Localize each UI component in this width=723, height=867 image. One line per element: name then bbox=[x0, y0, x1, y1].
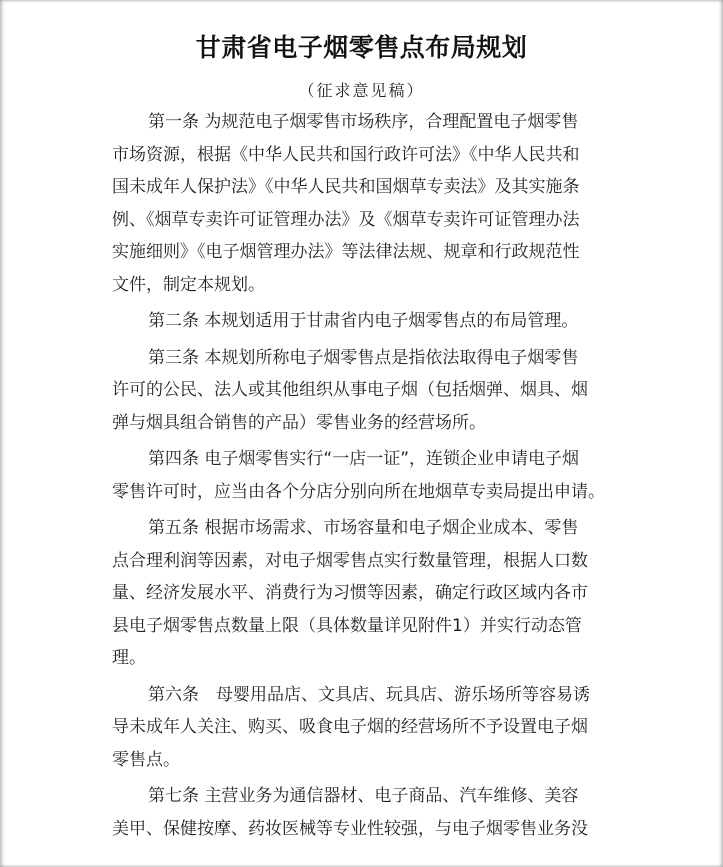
article-line: 许可的公民、法人或其他组织从事电子烟（包括烟弹、烟具、烟 bbox=[112, 380, 588, 400]
article-3 bbox=[112, 342, 622, 440]
article-line: 文件，制定本规划。 bbox=[112, 274, 265, 295]
article-4 bbox=[112, 443, 622, 508]
article-line: 第一条 为规范电子烟零售市场秩序，合理配置电子烟零售 bbox=[148, 112, 579, 132]
article-line: 第七条 主营业务为通信器材、电子商品、汽车维修、美容 bbox=[148, 786, 579, 806]
article-line: 点合理利润等因素，对电子烟零售点实行数量管理，根据人口数 bbox=[112, 550, 588, 571]
article-line: 导未成年人关注、购买、吸食电子烟的经营场所不予设置电子烟 bbox=[112, 717, 588, 737]
article-line: 零售点。 bbox=[112, 749, 180, 770]
document-body bbox=[112, 106, 622, 849]
article-line: 零售许可时，应当由各个分店分别向所在地烟草专卖局提出申请。 bbox=[112, 481, 605, 502]
article-line: 弹与烟具组合销售的产品）零售业务的经营场所。 bbox=[112, 412, 486, 433]
article-line: 例、《烟草专卖许可证管理办法》及《烟草专卖许可证管理办法 bbox=[112, 209, 580, 230]
article-line: 第三条 本规划所称电子烟零售点是指依法取得电子烟零售 bbox=[148, 347, 579, 368]
article-6 bbox=[112, 679, 622, 777]
article-1 bbox=[112, 106, 622, 301]
article-line: 国未成年人保护法》《中华人民共和国烟草专卖法》及其实施条 bbox=[112, 177, 580, 197]
article-line: 县电子烟零售点数量上限（具体数量详见附件1）并实行动态管 bbox=[112, 615, 582, 636]
document-title: 甘肃省电子烟零售点布局规划 bbox=[195, 33, 528, 62]
article-line: 第四条 电子烟零售实行“一店一证”，连锁企业申请电子烟 bbox=[148, 449, 580, 469]
article-line: 美甲、保健按摩、药妆医械等专业性较强，与电子烟零售业务没 bbox=[112, 818, 588, 839]
article-line: 理。 bbox=[112, 648, 146, 668]
article-line: 第二条 本规划适用于甘肃省内电子烟零售点的布局管理。 bbox=[148, 311, 579, 331]
article-line: 量、经济发展水平、消费行为习惯等因素，确定行政区域内各市 bbox=[112, 583, 588, 603]
article-7 bbox=[112, 780, 622, 845]
article-line: 第六条 母婴用品店、文具店、玩具店、游乐场所等容易诱 bbox=[148, 684, 590, 705]
document-subtitle: （征求意见稿） bbox=[298, 81, 425, 100]
article-2 bbox=[112, 305, 622, 338]
article-line: 第五条 根据市场需求、市场容量和电子烟企业成本、零售 bbox=[148, 518, 579, 538]
article-line: 市场资源，根据《中华人民共和国行政许可法》《中华人民共和 bbox=[112, 144, 580, 165]
article-5 bbox=[112, 512, 622, 675]
article-line: 实施细则》《电子烟管理办法》等法律法规、规章和行政规范性 bbox=[112, 242, 580, 262]
